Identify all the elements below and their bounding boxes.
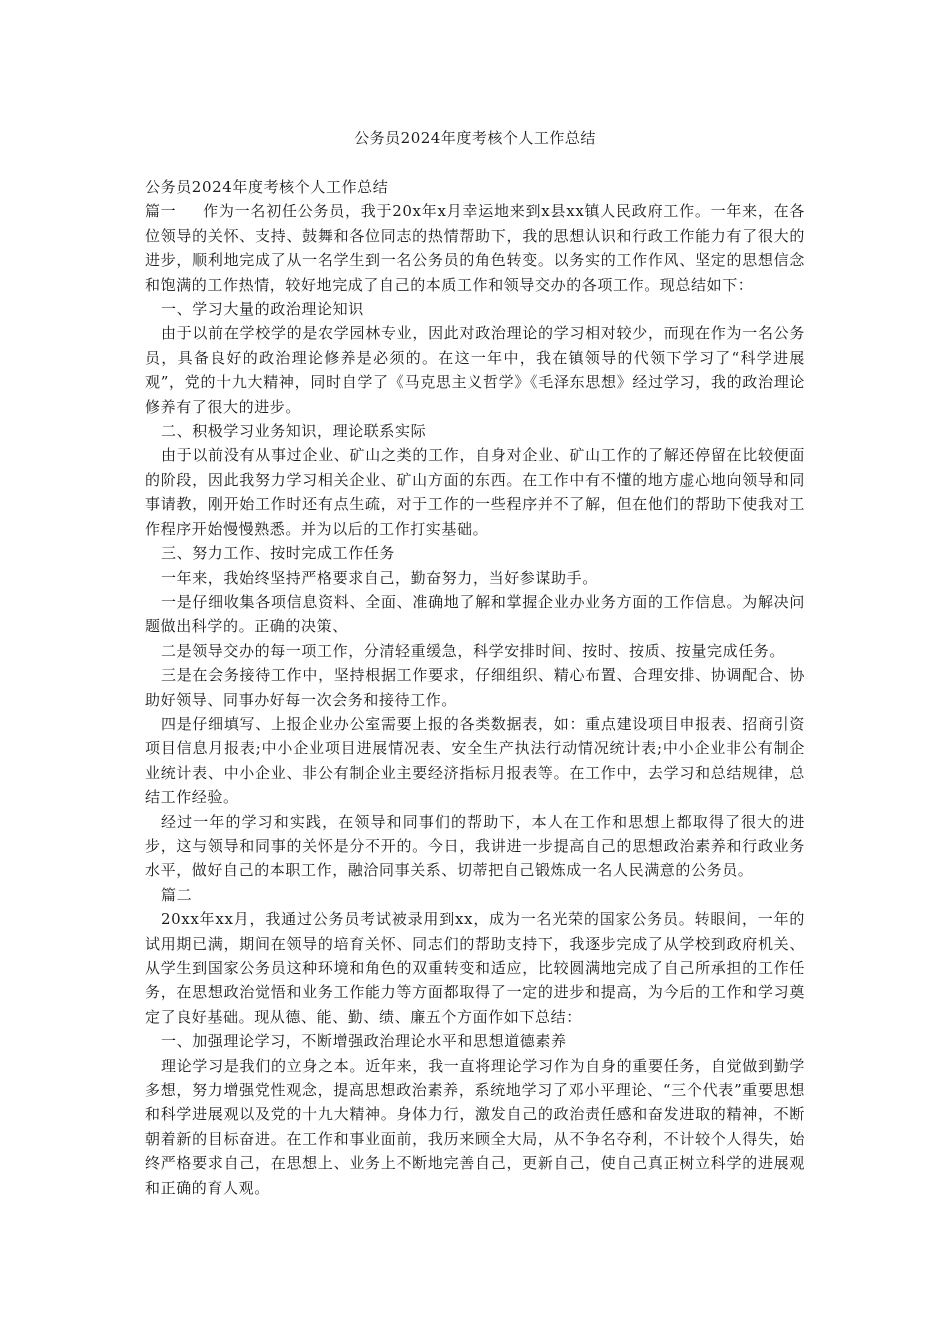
paragraph: 理论学习是我们的立身之本。近年来，我一直将理论学习作为自身的重要任务，自觉做到勤学多想，努力增强党性观念，提高思想政治素养，系统地学习了邓小平理论、“三个代表”重要思想和科学进展观以及党的十九大精神。身体力行，激发自己的政治责任感和奋发进取的精神，不断朝着新的目标奋进。在工作和事业面前，我历来顾全大局，从不争名夺利，不计较个人得失，始终严格要求自己，在思想上、业务上不断地完善自己，更新自己，使自己真正树立科学的进展观和正确的育人观。 xyxy=(145,1056,805,1197)
paragraph: 一年来，我始终坚持严格要求自己，勤奋努力，当好参谋助手。 xyxy=(161,568,598,587)
section-heading: 三、努力工作、按时完成工作任务 xyxy=(161,544,396,563)
document-body xyxy=(145,175,805,1200)
paragraph: 由于以前在学校学的是农学园林专业，因此对政治理论的学习相对较少，而现在作为一名公务员，具备良好的政治理论修养是必须的。在这一年中，我在镇领导的代领下学习了“科学进展观”，党的十九大精神，同时自学了《马克思主义哲学》《毛泽东思想》经过学习，我的政治理论修养有了很大的进步。 xyxy=(145,324,805,416)
paragraph: 四是仔细填写、上报企业办公室需要上报的各类数据表，如：重点建设项目申报表、招商引资项目信息月报表;中小企业项目进展情况表、安全生产执法行动情况统计表;中小企业非公有制企业统计表、中小企业、非公有制企业主要经济指标月报表等。在工作中，去学习和总结规律，总结工作经验。 xyxy=(145,714,805,807)
paragraph: 经过一年的学习和实践，在领导和同事们的帮助下，本人在工作和思想上都取得了很大的进步，这与领导和同事的关怀是分不开的。今日，我讲进一步提高自己的思想政治素养和行政业务水平，做好自己的本职工作，融洽同事关系、切蒂把自己锻炼成一名人民满意的公务员。 xyxy=(145,812,805,880)
paragraph: 二是领导交办的每一项工作，分清轻重缓急，科学安排时间、按时、按质、按量完成任务。 xyxy=(161,641,786,660)
section-heading: 二、积极学习业务知识，理论联系实际 xyxy=(161,422,427,441)
paragraph: 三是在会务接待工作中，坚持根据工作要求，仔细组织、精心布置、合理安排、协调配合、协助好领导、同事办好每一次会务和接待工作。 xyxy=(145,666,805,709)
paragraph xyxy=(145,199,805,297)
section-heading: 一、加强理论学习，不断增强政治理论水平和思想道德素养 xyxy=(161,1032,567,1051)
part-two-label: 篇二 xyxy=(161,885,193,904)
document-title: 公务员2024年度考核个人工作总结 xyxy=(354,129,596,147)
part-one-label: 篇一 xyxy=(145,202,177,221)
paragraph: 由于以前没有从事过企业、矿山之类的工作，自身对企业、矿山工作的了解还停留在比较便面的阶段，因此我努力学习相关企业、矿山方面的东西。在工作中有不懂的地方虚心地向领导和同事请教，刚开始工作时还有点生疏，对于工作的一些程序并不了解，但在他们的帮助下使我对工作程序开始慢慢熟悉。并为以后的工作打实基础。 xyxy=(145,446,805,538)
paragraph: 20xx年xx月，我通过公务员考试被录用到xx，成为一名光荣的国家公务员。转眼间，一年的试用期已满，期间在领导的培育关怀、同志们的帮助支持下，我逐步完成了从学校到政府机关、从学生到国家公务员这种环境和角色的双重转变和适应，比较圆满地完成了自己所承担的工作任务，在思想政治觉悟和业务工作能力等方面都取得了一定的进步和提高，为今后的工作和学习奠定了良好基础。现从德、能、勤、绩、廉五个方面作如下总结： xyxy=(145,910,805,1026)
document-subtitle: 公务员2024年度考核个人工作总结 xyxy=(145,178,389,196)
paragraph: 一是仔细收集各项信息资料、全面、准确地了解和掌握企业办业务方面的工作信息。为解决问题做出科学的。正确的决策、 xyxy=(145,592,805,636)
part-one-intro: 作为一名初任公务员，我于20x年x月幸运地来到x县xx镇人民政府工作。一年来，在各位领导的关怀、支持、鼓舞和各位同志的热情帮助下，我的思想认识和行政工作能力有了很大的进步，顺利地完成了从一名学生到一名公务员的角色转变。以务实的工作作风、坚定的思想信念和饱满的工作热情，较好地完成了自己的本质工作和领导交办的各项工作。现总结如下： xyxy=(145,202,805,294)
section-heading: 一、学习大量的政治理论知识 xyxy=(161,300,364,319)
